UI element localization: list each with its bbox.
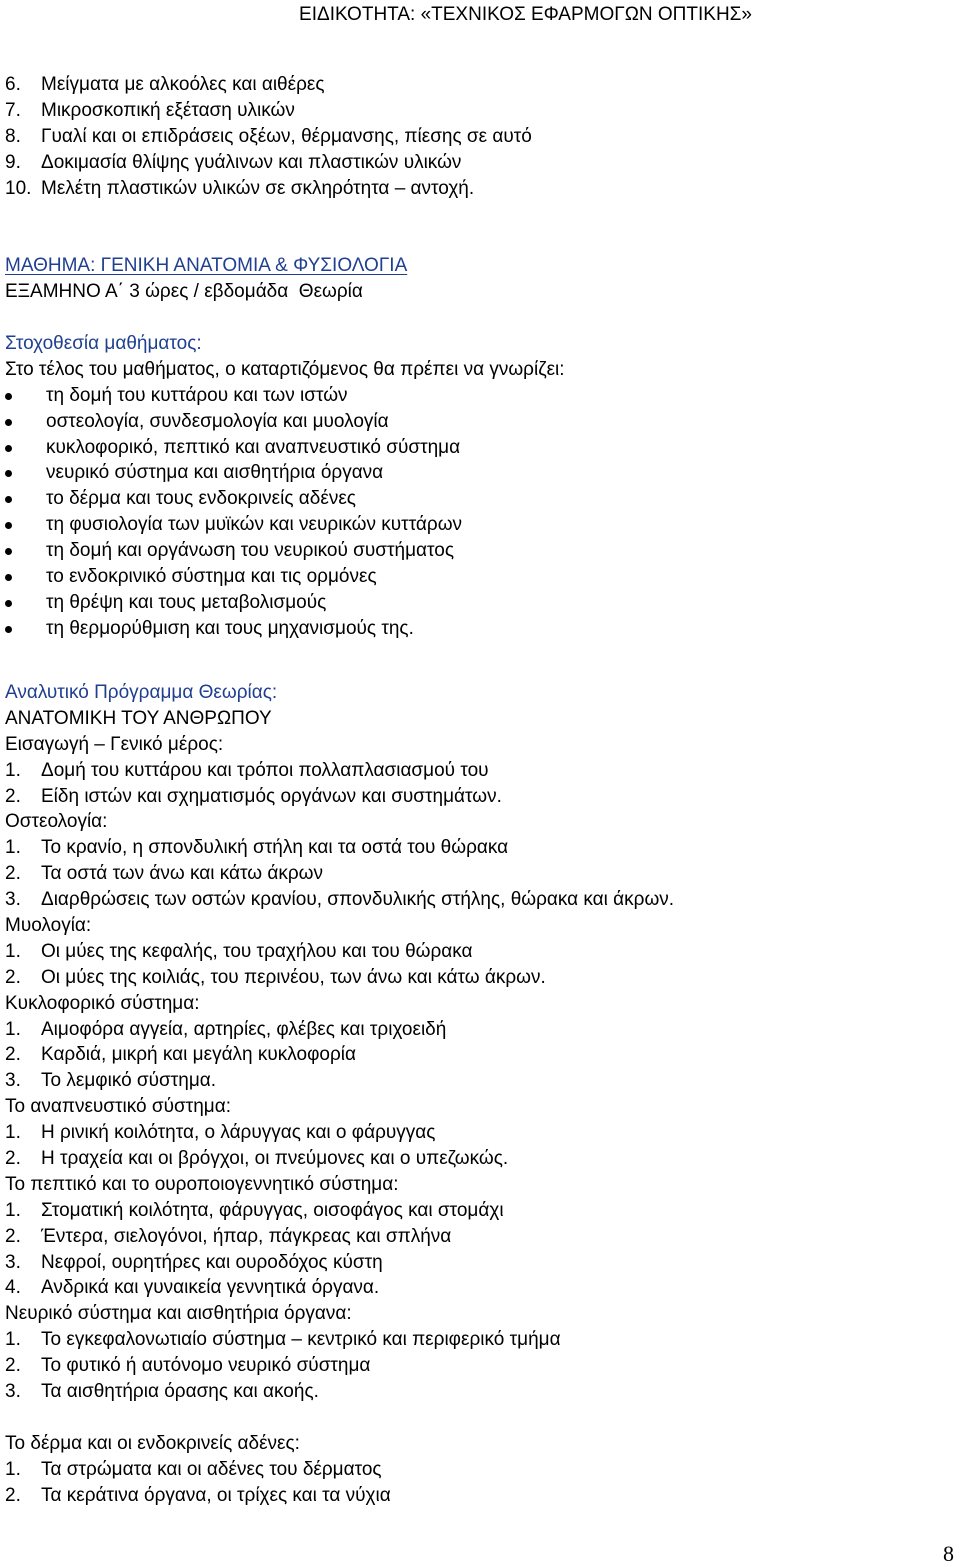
syllabus-subtitle: ΑΝΑΤΟΜΙΚΗ ΤΟΥ ΑΝΘΡΩΠΟΥ bbox=[5, 707, 272, 729]
list-item: 1. Δομή του κυττάρου και τρόποι πολλαπλασιασμού του bbox=[5, 759, 489, 781]
list-item: 1. Το εγκεφαλονωτιαίο σύστημα – κεντρικό και περιφερικό τμήμα bbox=[5, 1329, 561, 1351]
list-item: 8. Γυαλί και οι επιδράσεις οξέων, θέρμανσης, πίεσης σε αυτό bbox=[5, 125, 532, 147]
objectives-section bbox=[5, 331, 565, 642]
objectives-intro: Στο τέλος του μαθήματος, ο καταρτιζόμενος θα πρέπει να γνωρίζει: bbox=[5, 358, 565, 380]
list-item: 1. Το κρανίο, η σπονδυλική στήλη και τα οστά του θώρακα bbox=[5, 837, 509, 859]
list-item: 9. Δοκιμασία θλίψης γυάλινων και πλαστικών υλικών bbox=[5, 151, 462, 173]
list-item: 2. Τα κεράτινα όργανα, οι τρίχες και τα νύχια bbox=[5, 1484, 391, 1506]
course-title: ΜΑΘΗΜΑ: ΓΕΝΙΚΗ ΑΝΑΤΟΜΙΑ & ΦΥΣΙΟΛΟΓΙΑ bbox=[5, 255, 408, 276]
list-item: τη θρέψη και τους μεταβολισμούς bbox=[5, 590, 565, 616]
bullet-icon bbox=[5, 393, 12, 400]
list-item: 2. Καρδιά, μικρή και μεγάλη κυκλοφορία bbox=[5, 1044, 356, 1066]
list-item: 1. Αιμοφόρα αγγεία, αρτηρίες, φλέβες και τριχοειδή bbox=[5, 1018, 447, 1040]
bullet-icon bbox=[5, 470, 12, 477]
syllabus-section bbox=[5, 680, 674, 1509]
list-item: το δέρμα και τους ενδοκρινείς αδένες bbox=[5, 486, 565, 512]
list-item: 2. Τα οστά των άνω και κάτω άκρων bbox=[5, 863, 324, 885]
list-item: νευρικό σύστημα και αισθητήρια όργανα bbox=[5, 460, 565, 486]
course-semester: ΕΞΑΜΗΝΟ Α΄ 3 ώρες / εβδομάδα Θεωρία bbox=[5, 280, 363, 302]
page-header: ΕΙΔΙΚΟΤΗΤΑ: «ΤΕΧΝΙΚΟΣ ΕΦΑΡΜΟΓΩΝ ΟΠΤΙΚΗΣ» bbox=[299, 4, 752, 25]
bullet-icon bbox=[5, 574, 12, 581]
bullet-icon bbox=[5, 419, 12, 426]
bullet-icon bbox=[5, 496, 12, 503]
list-item: τη δομή του κυττάρου και των ιστών bbox=[5, 383, 565, 409]
section-title: Το αναπνευστικό σύστημα: bbox=[5, 1096, 231, 1118]
list-item: κυκλοφορικό, πεπτικό και αναπνευστικό σύστημα bbox=[5, 435, 565, 461]
section-title: Το δέρμα και οι ενδοκρινείς αδένες: bbox=[5, 1432, 300, 1454]
section-title: Εισαγωγή – Γενικό μέρος: bbox=[5, 733, 224, 755]
page-number: 8 bbox=[943, 1541, 954, 1566]
list-item: τη θερμορύθμιση και τους μηχανισμούς της. bbox=[5, 616, 565, 642]
list-item: 1. Οι μύες της κεφαλής, του τραχήλου και του θώρακα bbox=[5, 940, 473, 962]
spacer bbox=[5, 1405, 674, 1431]
list-item: 2. Το φυτικό ή αυτόνομο νευρικό σύστημα bbox=[5, 1355, 371, 1377]
section-title: Κυκλοφορικό σύστημα: bbox=[5, 992, 200, 1014]
list-item: τη φυσιολογία των μυϊκών και νευρικών κυττάρων bbox=[5, 512, 565, 538]
list-item: 10. Μελέτη πλαστικών υλικών σε σκληρότητα – αντοχή. bbox=[5, 177, 475, 199]
list-item: 4. Ανδρικά και γυναικεία γεννητικά όργανα. bbox=[5, 1277, 380, 1299]
bullet-icon bbox=[5, 522, 12, 529]
list-item: 1. Η ρινική κοιλότητα, ο λάρυγγας και ο φάρυγγας bbox=[5, 1122, 436, 1144]
list-item: 3. Νεφροί, ουρητήρες και ουροδόχος κύστη bbox=[5, 1251, 383, 1273]
list-item: 1. Στοματική κοιλότητα, φάρυγγας, οισοφάγος και στομάχι bbox=[5, 1199, 504, 1221]
bullet-icon bbox=[5, 600, 12, 607]
bullet-icon bbox=[5, 445, 12, 452]
objectives-heading: Στοχοθεσία μαθήματος: bbox=[5, 333, 202, 354]
list-item: 1. Τα στρώματα και οι αδένες του δέρματος bbox=[5, 1458, 382, 1480]
section-title: Το πεπτικό και το ουροποιογεννητικό σύστημα: bbox=[5, 1173, 399, 1195]
list-item: 7. Μικροσκοπική εξέταση υλικών bbox=[5, 99, 295, 121]
list-item: 2. Οι μύες της κοιλιάς, του περινέου, των άνω και κάτω άκρων. bbox=[5, 966, 546, 988]
section-title: Μυολογία: bbox=[5, 915, 92, 937]
list-item: 3. Τα αισθητήρια όρασης και ακοής. bbox=[5, 1381, 319, 1403]
list-item: τη δομή και οργάνωση του νευρικού συστήματος bbox=[5, 538, 565, 564]
bullet-icon bbox=[5, 548, 12, 555]
bullet-icon bbox=[5, 626, 12, 633]
top-numbered-list bbox=[5, 72, 532, 201]
list-item: 3. Διαρθρώσεις των οστών κρανίου, σπονδυλικής στήλης, θώρακα και άκρων. bbox=[5, 889, 675, 911]
list-item: 2. Η τραχεία και οι βρόγχοι, οι πνεύμονες και ο υπεζωκώς. bbox=[5, 1148, 509, 1170]
section-title: Νευρικό σύστημα και αισθητήρια όργανα: bbox=[5, 1303, 352, 1325]
list-item: 6. Μείγματα με αλκοόλες και αιθέρες bbox=[5, 74, 325, 95]
list-item: 2. Έντερα, σιελογόνοι, ήπαρ, πάγκρεας και σπλήνα bbox=[5, 1225, 452, 1247]
list-item: το ενδοκρινικό σύστημα και τις ορμόνες bbox=[5, 564, 565, 590]
list-item: 2. Είδη ιστών και σχηματισμός οργάνων και συστημάτων. bbox=[5, 785, 502, 807]
syllabus-heading: Αναλυτικό Πρόγραμμα Θεωρίας: bbox=[5, 682, 278, 703]
list-item: οστεολογία, συνδεσμολογία και μυολογία bbox=[5, 409, 565, 435]
section-title: Οστεολογία: bbox=[5, 811, 108, 833]
course-block bbox=[5, 253, 407, 305]
list-item: 3. Το λεμφικό σύστημα. bbox=[5, 1070, 217, 1092]
